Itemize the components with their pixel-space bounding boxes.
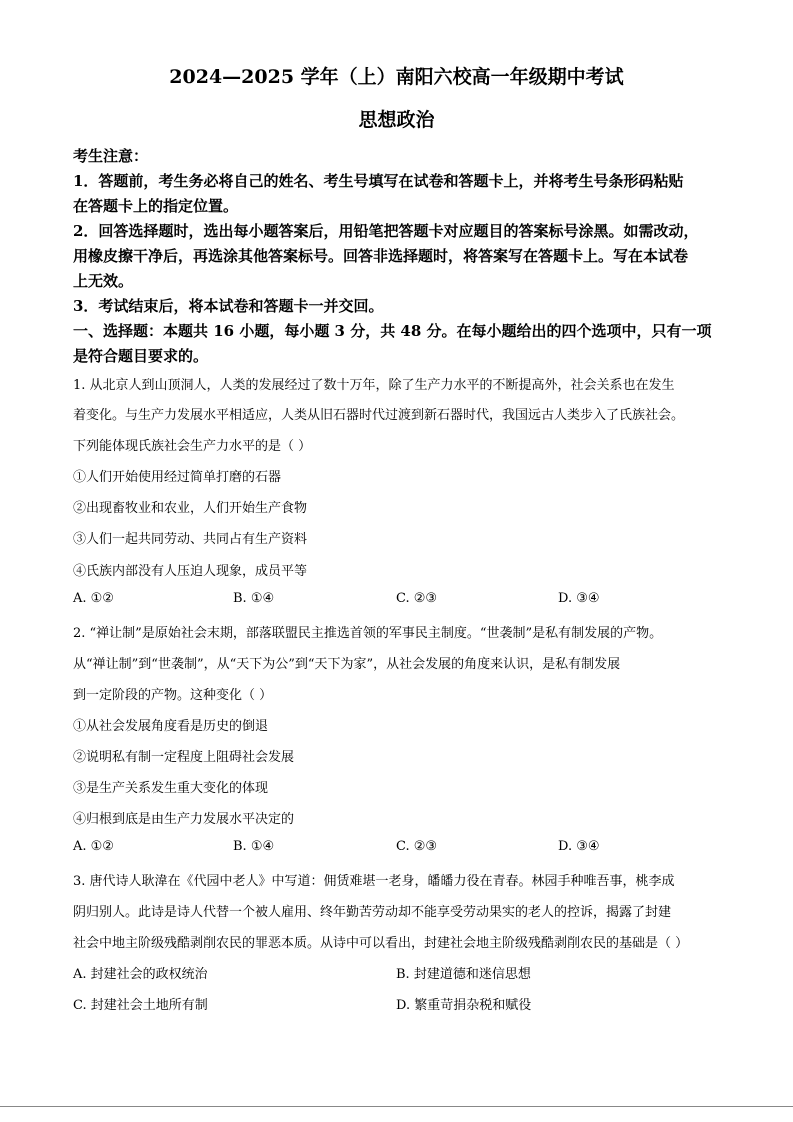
notice-line: 2．回答选择题时，选出每小题答案后，用铅笔把答题卡对应题目的答案标号涂黑。如需改动， — [73, 222, 699, 240]
question-item: ①人们开始使用经过简单打磨的石器 — [73, 470, 282, 485]
notice-line: 3．考试结束后，将本试卷和答题卡一并交回。 — [73, 297, 384, 315]
option-a: A. ①② — [73, 839, 114, 854]
question-stem: 到一定阶段的产物。这种变化（ ） — [73, 688, 273, 703]
question-item: ②说明私有制一定程度上阻碍社会发展 — [73, 750, 295, 765]
option-d: D. ③④ — [558, 591, 600, 606]
question-stem: 3. 唐代诗人耿湋在《代园中老人》中写道：佣赁难堪一老身，皤皤力役在青春。林园手种唯吾事，桃李成 — [73, 874, 675, 889]
exam-subject: 思想政治 — [358, 109, 435, 131]
page-bottom-divider — [0, 1106, 793, 1107]
notice-line: 用橡皮擦干净后，再选涂其他答案标号。回答非选择题时，将答案写在答题卡上。写在本试卷 — [73, 247, 689, 265]
option-a: A. 封建社会的政权统治 — [73, 967, 208, 982]
question-stem: 下列能体现氏族社会生产力水平的是（ ） — [73, 439, 312, 454]
notice-line: 1．答题前，考生务必将自己的姓名、考生号填写在试卷和答题卡上，并将考生号条形码粘贴 — [73, 172, 684, 190]
option-b: B. ①④ — [233, 839, 275, 854]
option-c: C. 封建社会土地所有制 — [73, 998, 208, 1013]
question-stem: 阴归别人。此诗是诗人代替一个被人雇用、终年勤苦劳动却不能享受劳动果实的老人的控诉，揭露了封建 — [73, 905, 672, 920]
option-d: D. ③④ — [558, 839, 600, 854]
notice-line: 在答题卡上的指定位置。 — [73, 197, 239, 215]
question-stem: 着变化。与生产力发展水平相适应，人类从旧石器时代过渡到新石器时代，我国远古人类步入了氏族社会。 — [73, 408, 685, 423]
question-stem: 从“禅让制”到“世袭制”，从“天下为公”到“天下为家”，从社会发展的角度来认识，是私有制发展 — [73, 657, 621, 672]
question-stem: 1. 从北京人到山顶洞人，人类的发展经过了数十万年，除了生产力水平的不断提高外，社会关系也在发生 — [73, 378, 675, 393]
notice-line: 上无效。 — [73, 272, 134, 290]
section-line: 是符合题目要求的。 — [73, 347, 209, 365]
question-item: ③是生产关系发生重大变化的体现 — [73, 781, 269, 796]
option-b: B. 封建道德和迷信思想 — [396, 967, 531, 982]
option-d: D. 繁重苛捐杂税和赋役 — [396, 998, 532, 1013]
question-item: ④归根到底是由生产力发展水平决定的 — [73, 812, 295, 827]
option-a: A. ①② — [73, 591, 114, 606]
option-b: B. ①④ — [233, 591, 275, 606]
option-c: C. ②③ — [396, 839, 438, 854]
question-stem: 社会中地主阶级残酷剥削农民的罪恶本质。从诗中可以看出，封建社会地主阶级残酷剥削农民的基础是（ ） — [73, 936, 689, 951]
section-line: 一、选择题：本题共 16 小题，每小题 3 分，共 48 分。在每小题给出的四个选项中，只有一项 — [73, 322, 712, 340]
question-item: ④氏族内部没有人压迫人现象，成员平等 — [73, 564, 308, 579]
notice-heading: 考生注意： — [73, 147, 149, 165]
question-item: ②出现畜牧业和农业，人们开始生产食物 — [73, 501, 308, 516]
question-item: ③人们一起共同劳动、共同占有生产资料 — [73, 532, 308, 547]
option-c: C. ②③ — [396, 591, 438, 606]
exam-title: 2024—2025 学年（上）南阳六校高一年级期中考试 — [169, 66, 624, 88]
question-item: ①从社会发展角度看是历史的倒退 — [73, 719, 269, 734]
question-stem: 2. “禅让制”是原始社会末期，部落联盟民主推选首领的军事民主制度。“世袭制”是私有制发展的产物。 — [73, 626, 663, 641]
